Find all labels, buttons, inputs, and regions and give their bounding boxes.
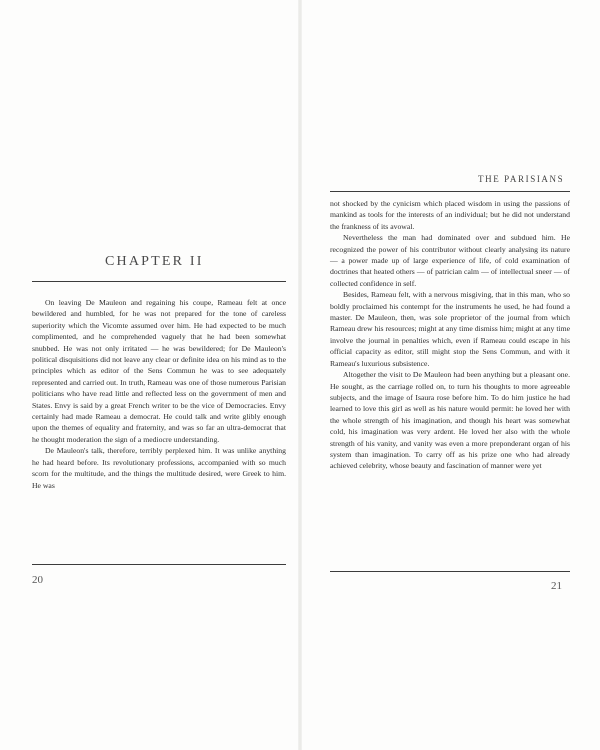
left-page-body — [32, 297, 286, 491]
paragraph: Nevertheless the man had dominated over and subdued him. He recognized the power of his contributor without clearly analysing its nature — a power made up of large experience of life, of cold examination of doctrines that heated others — of patrician calm — of intellectual sneer — of collected confidence in self. — [330, 233, 570, 288]
paragraph: Altogether the visit to De Mauleon had been anything but a pleasant one. He sought, as the carriage rolled on, to turn his thoughts to more agreeable subjects, and the image of Isaura rose before him. To do him justice he had learned to love this girl as well as his nature would permit: he loved her with the whole strength of his imagination, and though his heart was somewhat cold, his imagination was very ardent. He loved her also with the whole strength of his vanity, and vanity was even a more preponderant organ of his system than imagination. To carry off as his prize one who had already achieved celebrity, whose beauty and fascination of manner were yet — [330, 370, 570, 471]
paragraph: not shocked by the cynicism which placed wisdom in using the passions of mankind as tools for the interests of an individual; but he did not understand the frankness of its avowal. — [330, 199, 570, 231]
running-head: THE PARISIANS — [478, 174, 565, 184]
book-gutter — [298, 0, 302, 750]
paragraph: De Mauleon's talk, therefore, terribly perplexed him. It was unlike anything he had heard before. Its revolutionary professions, accompanied with so much scorn for the multitude, and the things the multitude desired, were Greek to him. He was — [32, 446, 286, 490]
paragraph: On leaving De Mauleon and regaining his coupe, Rameau felt at once bewildered and humbled, for he was not prepared for the tone of careless superiority which the Vicomte assumed over him. He had expected to be much complimented, and he comprehended vaguely that he had been somewhat snubbed. He was not only irritated — he was bewildered; for De Mauleon's political disquisitions did not leave any clear or definite idea on his mind as to the principles which as editor of the Sens Commun he was to see adequately represented and carried out. In truth, Rameau was one of those numerous Parisian politicians who have read little and reflected less on the government of men and States. Envy is said by a great French writer to be the vice of Democracies. Envy certainly had made Rameau a democrat. He could talk and write glibly enough upon the themes of equality and fraternity, and was so far an ultra-democrat that he thought moderation the sign of a mediocre understanding. — [32, 298, 286, 444]
right-page-body — [330, 198, 570, 472]
right-page-number: 21 — [551, 580, 562, 592]
left-page-number: 20 — [32, 574, 43, 586]
left-footer-rule — [32, 564, 286, 565]
chapter-title: CHAPTER II — [105, 254, 204, 269]
paragraph: Besides, Rameau felt, with a nervous misgiving, that in this man, who so boldly proclaimed his contempt for the instruments he used, he had found a master. De Mauleon, then, was sole proprietor of the journal from which Rameau drew his resources; might at any time dismiss him; might at any time involve the journal in penalties which, even if Rameau could escape in his official capacity as editor, still might stop the Sens Commun, and with it Rameau's luxurious subsistence. — [330, 290, 570, 368]
chapter-rule — [32, 281, 286, 282]
header-rule — [330, 191, 570, 192]
right-footer-rule — [330, 571, 570, 572]
